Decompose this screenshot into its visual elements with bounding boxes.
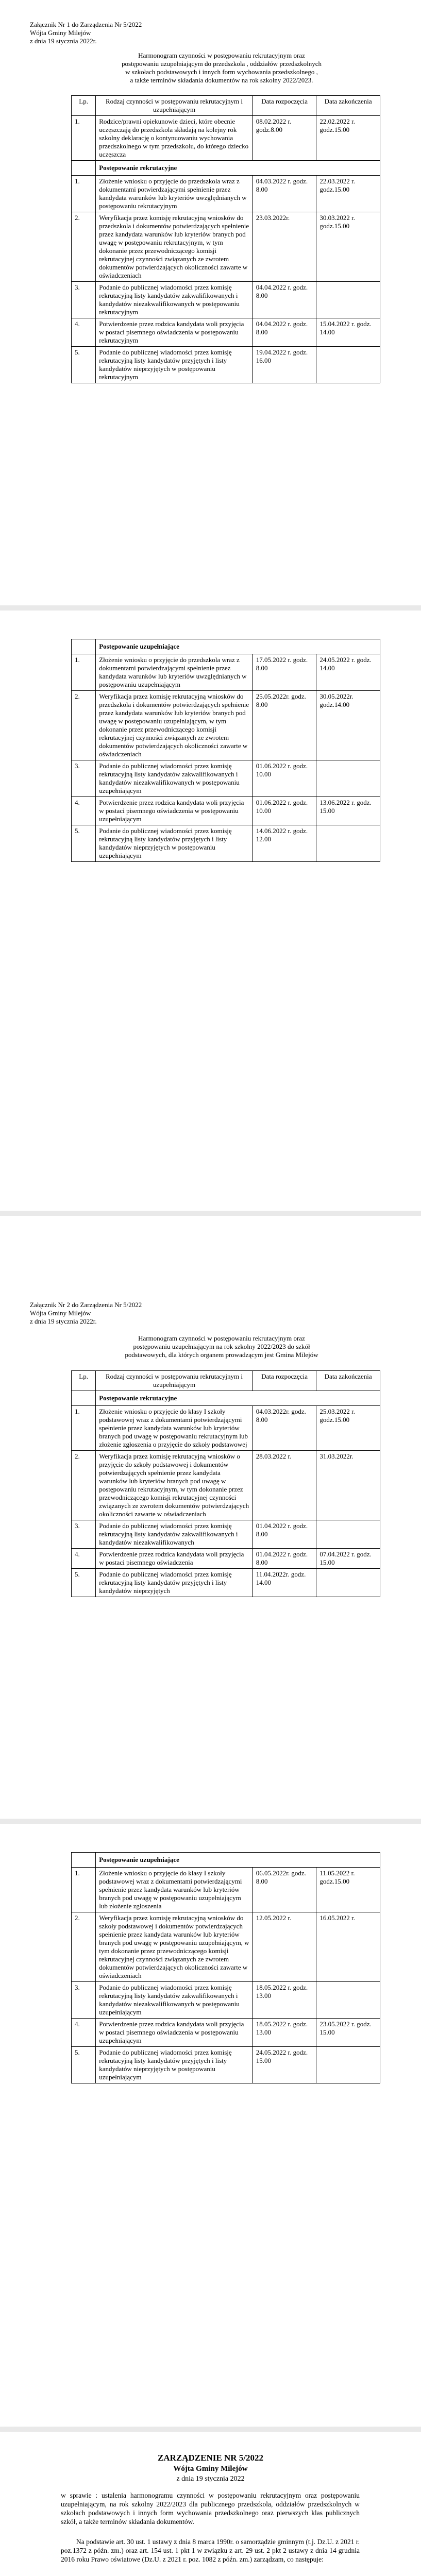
row-start: 04.04.2022 r. godz. 8.00	[252, 282, 316, 318]
row-activity: Potwierdzenie przez rodzica kandydata woli przyjęcia w postaci pisemnego oświadczenia w postępowaniu uzupełniającym	[96, 797, 253, 825]
row-end	[316, 1569, 380, 1597]
table-header-row	[72, 1371, 380, 1391]
col-lp: Lp.	[72, 1371, 96, 1391]
row-start: 04.03.2022r. godz. 8.00	[252, 1406, 316, 1451]
title-line: postępowaniu uzupełniającym na rok szkolny 2022/2023 do szkół	[133, 1343, 310, 1350]
row-lp: 1.	[72, 1406, 96, 1451]
row-activity: Potwierdzenie przez rodzica kandydata woli przyjęcia w postaci pisemnego oświadczenia w postępowaniu uzupełniającym	[96, 2019, 253, 2047]
table-row	[72, 1912, 380, 1982]
row-start: 18.05.2022 r. godz. 13.00	[252, 1982, 316, 2019]
title-line: a także terminów składania dokumentów na rok szkolny 2022/2023.	[130, 76, 313, 84]
title-line: podstawowych, dla których organem prowadzącym jest Gmina Milejów	[125, 1351, 318, 1359]
table-row	[72, 1549, 380, 1569]
row-end	[316, 347, 380, 383]
row-activity: Potwierdzenie przez rodzica kandydata woli przyjęcia w postaci pisemnego oświadczenia w postępowaniu rekrutacyjnym	[96, 318, 253, 347]
row-activity: Potwierdzenie przez rodzica kandydata woli przyjęcia w postaci pisemnego oświadczenia	[96, 1549, 253, 1569]
row-lp: 4.	[72, 318, 96, 347]
row-activity: Podanie do publicznej wiadomości przez komisję rekrutacyjną listy kandydatów zakwalifikowanych i kandydatów niezakwalifikowanych w postępowaniu rekrutacyjnym	[96, 282, 253, 318]
row-lp: 5.	[72, 2047, 96, 2083]
table-row	[72, 1451, 380, 1520]
section-row	[72, 639, 380, 654]
row-activity: Złożenie wniosku o przyjęcie do klasy I szkoły podstawowej wraz z dokumentami potwierdzającymi spełnienie przez kandydata warunków lub kryteriów branych pod uwagę w postępowaniu rekrutacyjnym lub złożenie zgłoszenia o przyjęcie do szkoły podstawowej	[96, 1406, 253, 1451]
section-title: Postępowanie rekrutacyjne	[96, 1391, 380, 1406]
table-row	[72, 318, 380, 347]
row-end	[316, 1982, 380, 2019]
ordinance-title	[52, 2452, 369, 2484]
header-line: Załącznik Nr 1 do Zarządzenia Nr 5/2022	[30, 21, 142, 28]
table-row	[72, 282, 380, 318]
schedule-title	[77, 52, 366, 84]
ordinance-date: z dnia 19 stycznia 2022	[176, 2475, 245, 2483]
row-start: 01.06.2022 r. godz. 10.00	[252, 760, 316, 797]
header-line: Wójta Gminy Milejów	[30, 1309, 91, 1317]
row-activity: Podanie do publicznej wiadomości przez komisję rekrutacyjną listy kandydatów przyjętych i listy kandydatów nieprzyjętych w postępowaniu rekrutacyjnym	[96, 347, 253, 383]
row-end: 30.05.2022r. godz.14.00	[316, 691, 380, 760]
section-row	[72, 1391, 380, 1406]
row-start: 06.05.2022r. godz. 8.00	[252, 1868, 316, 1912]
section-row	[72, 161, 380, 176]
row-activity: Podanie do publicznej wiadomości przez komisję rekrutacyjną listy kandydatów przyjętych i listy kandydatów nieprzyjętych w postępowaniu uzupełniającym	[96, 2047, 253, 2083]
row-start: 11.04.2022r. godz. 14.00	[252, 1569, 316, 1597]
row-end: 24.05.2022 r. godz. 14.00	[316, 654, 380, 691]
row-activity: Złożenie wniosku o przyjęcie do klasy I szkoły podstawowej wraz z dokumentami potwierdzającymi spełnienie przez kandydata warunków lub kryteriów branych pod uwagę w postępowaniu uzupełniającym lub złożenie zgłoszenia	[96, 1868, 253, 1912]
table-row	[72, 1982, 380, 2019]
header-line: z dnia 19 stycznia 2022r.	[30, 37, 97, 45]
row-start: 01.06.2022 r. godz. 10.00	[252, 797, 316, 825]
row-lp: 1.	[72, 116, 96, 161]
page-5	[0, 2432, 421, 2576]
row-activity: Podanie do publicznej wiadomości przez komisję rekrutacyjną listy kandydatów zakwalifikowanych i kandydatów niezakwalifikowanych w postępowaniu uzupełniającym	[96, 760, 253, 797]
title-line: Harmonogram czynności w postępowaniu rekrutacyjnym oraz	[138, 1334, 305, 1342]
row-start: 25.05.2022r. godz. 8.00	[252, 691, 316, 760]
section-title: Postępowanie uzupełniające	[96, 639, 380, 654]
page-separator	[0, 2427, 421, 2432]
row-end	[316, 2047, 380, 2083]
title-line: Harmonogram czynności w postępowaniu rekrutacyjnym oraz	[138, 52, 305, 59]
row-lp: 2.	[72, 1912, 96, 1982]
row-start: 04.03.2022 r. godz. 8.00	[252, 176, 316, 212]
row-start: 23.03.2022r.	[252, 212, 316, 282]
row-start: 14.06.2022 r. godz. 12.00	[252, 825, 316, 862]
row-start: 24.05.2022 r. godz. 15.00	[252, 2047, 316, 2083]
ordinance-subject: w sprawie : ustalenia harmonogramu czynności w postępowaniu rekrutacyjnym oraz postępowaniu uzupełniającym, na rok szkolny 2022/2023 dla publicznego przedszkola, oddziałów przedszkolnych w szkołach podstawowych i innych form wychowania przedszkolnego oraz pierwszych klas publicznych szkół, a także terminów składania dokumentów.	[61, 2492, 360, 2526]
row-lp: 2.	[72, 212, 96, 282]
ordinance-number: ZARZĄDZENIE NR 5/2022	[158, 2453, 263, 2463]
table-row	[72, 212, 380, 282]
section-row	[72, 1853, 380, 1868]
table-row	[72, 1569, 380, 1597]
col-end: Data zakończenia	[316, 1371, 380, 1391]
row-activity: Podanie do publicznej wiadomości przez komisję rekrutacyjną listy kandydatów przyjętych i listy kandydatów nieprzyjętych w postępowaniu uzupełniającym	[96, 825, 253, 862]
row-end: 13.06.2022 r. godz. 15.00	[316, 797, 380, 825]
row-activity: Weryfikacja przez komisję rekrutacyjną wniosków do szkoły podstawowej i dokumentów potwierdzających spełnienie przez kandydata warunków lub kryteriów branych pod uwagę w postępowaniu uzupełniającym, w tym dokonanie przez przewodniczącego komisji rekrutacyjnej czynności związanych ze zwrotem dokumentów potwierdzających okoliczności zawarte w oświadczeniach	[96, 1912, 253, 1982]
row-lp: 1.	[72, 1868, 96, 1912]
row-lp: 5.	[72, 347, 96, 383]
col-activity: Rodzaj czynności w postępowaniu rekrutacyjnym i uzupełniającym	[96, 96, 253, 116]
row-end: 30.03.2022 r. godz.15.00	[316, 212, 380, 282]
row-activity: Złożenie wniosku o przyjęcie do przedszkola wraz z dokumentami potwierdzającymi spełnienie przez kandydata warunków lub kryteriów uwzględnianych w postępowaniu rekrutacyjnym	[96, 176, 253, 212]
row-lp: 3.	[72, 1982, 96, 2019]
row-lp: 1.	[72, 176, 96, 212]
row-lp: 3.	[72, 1520, 96, 1549]
row-end: 16.05.2022 r.	[316, 1912, 380, 1982]
table-row	[72, 116, 380, 161]
row-lp: 3.	[72, 760, 96, 797]
header-line: Załącznik Nr 2 do Zarządzenia Nr 5/2022	[30, 1301, 142, 1309]
table-row	[72, 1406, 380, 1451]
row-start: 17.05.2022 r. godz. 8.00	[252, 654, 316, 691]
row-start: 08.02.2022 r. godz.8.00	[252, 116, 316, 161]
row-start: 18.05.2022 r. godz. 13.00	[252, 2019, 316, 2047]
row-start: 28.03.2022 r.	[252, 1451, 316, 1520]
table-row	[72, 176, 380, 212]
header-line: Wójta Gminy Milejów	[30, 29, 91, 37]
row-activity: Podanie do publicznej wiadomości przez komisję rekrutacyjną listy kandydatów przyjętych i listy kandydatów nieprzyjętych	[96, 1569, 253, 1597]
schedule-table	[71, 1852, 380, 2083]
row-end: 11.05.2022 r. godz.15.00	[316, 1868, 380, 1912]
ordinance-issuer: Wójta Gminy Milejów	[173, 2465, 248, 2473]
table-row	[72, 2019, 380, 2047]
row-lp: 2.	[72, 691, 96, 760]
col-start: Data rozpoczęcia	[252, 96, 316, 116]
page-3	[0, 1216, 421, 1819]
row-lp: 2.	[72, 1451, 96, 1520]
schedule-table	[71, 639, 380, 862]
table-row	[72, 691, 380, 760]
row-lp: 4.	[72, 797, 96, 825]
row-activity: Weryfikacja przez komisję rekrutacyjną wniosków do przedszkola i dokumentów potwierdzających spełnienie przez kandydata warunków lub kryteriów branych pod uwagę w postępowaniu uzupełniającym, w tym dokonanie przez przewodniczącego komisji rekrutacyjnej czynności związanych ze zwrotem dokumentów potwierdzających okoliczności zawarte w oświadczeniach	[96, 691, 253, 760]
attachment-header	[30, 21, 142, 45]
section-title: Postępowanie rekrutacyjne	[96, 161, 380, 176]
title-line: w szkołach podstawowych i innych form wychowania przedszkolnego ,	[125, 68, 318, 76]
attachment-header	[30, 1301, 142, 1326]
row-lp: 1.	[72, 654, 96, 691]
row-start: 01.04.2022 r. godz. 8.00	[252, 1520, 316, 1549]
row-lp: 4.	[72, 2019, 96, 2047]
row-end: 22.02.2022 r. godz.15.00	[316, 116, 380, 161]
row-end	[316, 825, 380, 862]
row-start: 19.04.2022 r. godz. 16.00	[252, 347, 316, 383]
table-row	[72, 1868, 380, 1912]
row-activity: Podanie do publicznej wiadomości przez komisję rekrutacyjną listy kandydatów zakwalifikowanych i kandydatów niezakwalifikowanych w postępowaniu uzupełniającym	[96, 1982, 253, 2019]
section-title: Postępowanie uzupełniające	[96, 1853, 380, 1868]
row-lp: 4.	[72, 1549, 96, 1569]
legal-basis: Na podstawie art. 30 ust. 1 ustawy z dnia 8 marca 1990r. o samorządzie gminnym (t.j. Dz.U. z 2021 r. poz.1372 z późn. zm.) oraz art. 154 ust. 1 pkt 1 w związku z art. 29 ust. 2 pkt 2 ustawy z dnia 14 grudnia 2016 roku Prawo oświatowe (Dz.U. z 2021 r. poz. 1082 z późn. zm.) zarządzam, co następuje:	[61, 2538, 360, 2563]
table-row	[72, 1520, 380, 1549]
title-line: postępowaniu uzupełniającym do przedszkola , oddziałów przedszkolnych	[121, 60, 322, 67]
table-header-row	[72, 96, 380, 116]
schedule-table	[71, 1370, 380, 1597]
row-activity: Rodzice/prawni opiekunowie dzieci, które obecnie uczęszczają do przedszkola składają na kolejny rok szkolny deklarację o kontynuowaniu wychowania przedszkolnego w tym przedszkolu, do którego dziecko uczęszcza	[96, 116, 253, 161]
col-end: Data zakończenia	[316, 96, 380, 116]
table-row	[72, 825, 380, 862]
page-separator	[0, 605, 421, 611]
page-4	[0, 1824, 421, 2427]
row-activity: Weryfikacja przez komisję rekrutacyjną wniosków o przyjęcie do szkoły podstawowej i dokumentów potwierdzających spełnienie przez kandydata warunków lub kryteriów branych pod uwagę w postępowaniu rekrutacyjnym, w tym dokonanie przez przewodniczącego komisji rekrutacyjnej czynności związanych ze zwrotem dokumentów potwierdzających okoliczności zawarte w oświadczeniach	[96, 1451, 253, 1520]
row-lp: 5.	[72, 825, 96, 862]
page-1	[0, 0, 421, 605]
row-lp: 5.	[72, 1569, 96, 1597]
row-activity: Weryfikacja przez komisję rekrutacyjną wniosków do przedszkola i dokumentów potwierdzających spełnienie przez kandydata warunków lub kryteriów branych pod uwagę w postępowaniu rekrutacyjnym, w tym dokonanie przez przewodniczącego komisji rekrutacyjnej czynności związanych ze zwrotem dokumentów potwierdzających okoliczności zawarte w oświadczeniach	[96, 212, 253, 282]
row-end	[316, 1520, 380, 1549]
schedule-title	[67, 1334, 376, 1359]
col-lp: Lp.	[72, 96, 96, 116]
row-start: 01.04.2022 r. godz. 8.00	[252, 1549, 316, 1569]
page-2	[0, 611, 421, 1211]
row-lp: 3.	[72, 282, 96, 318]
table-row	[72, 797, 380, 825]
header-line: z dnia 19 stycznia 2022r.	[30, 1317, 97, 1325]
row-start: 04.04.2022 r. godz. 8.00	[252, 318, 316, 347]
schedule-table	[71, 95, 380, 383]
row-end: 25.03.2022 r. godz.15.00	[316, 1406, 380, 1451]
table-row	[72, 347, 380, 383]
row-end: 31.03.2022r.	[316, 1451, 380, 1520]
table-row	[72, 2047, 380, 2083]
row-end	[316, 760, 380, 797]
row-end: 07.04.2022 r. godz. 15.00	[316, 1549, 380, 1569]
row-end: 23.05.2022 r. godz. 15.00	[316, 2019, 380, 2047]
row-activity: Podanie do publicznej wiadomości przez komisję rekrutacyjną listy kandydatów zakwalifikowanych i kandydatów niezakwalifikowanych	[96, 1520, 253, 1549]
row-activity: Złożenie wniosku o przyjęcie do przedszkola wraz z dokumentami potwierdzającymi spełnienie przez kandydata warunków lub kryteriów uwzględnianych w postępowaniu uzupełniającym	[96, 654, 253, 691]
row-end	[316, 282, 380, 318]
col-activity: Rodzaj czynności w postępowaniu rekrutacyjnym i uzupełniającym	[96, 1371, 253, 1391]
page-separator	[0, 1211, 421, 1216]
row-end: 22.03.2022 r. godz.15.00	[316, 176, 380, 212]
table-row	[72, 654, 380, 691]
col-start: Data rozpoczęcia	[252, 1371, 316, 1391]
page-separator	[0, 1819, 421, 1824]
row-start: 12.05.2022 r.	[252, 1912, 316, 1982]
table-row	[72, 760, 380, 797]
row-end: 15.04.2022 r. godz. 14.00	[316, 318, 380, 347]
